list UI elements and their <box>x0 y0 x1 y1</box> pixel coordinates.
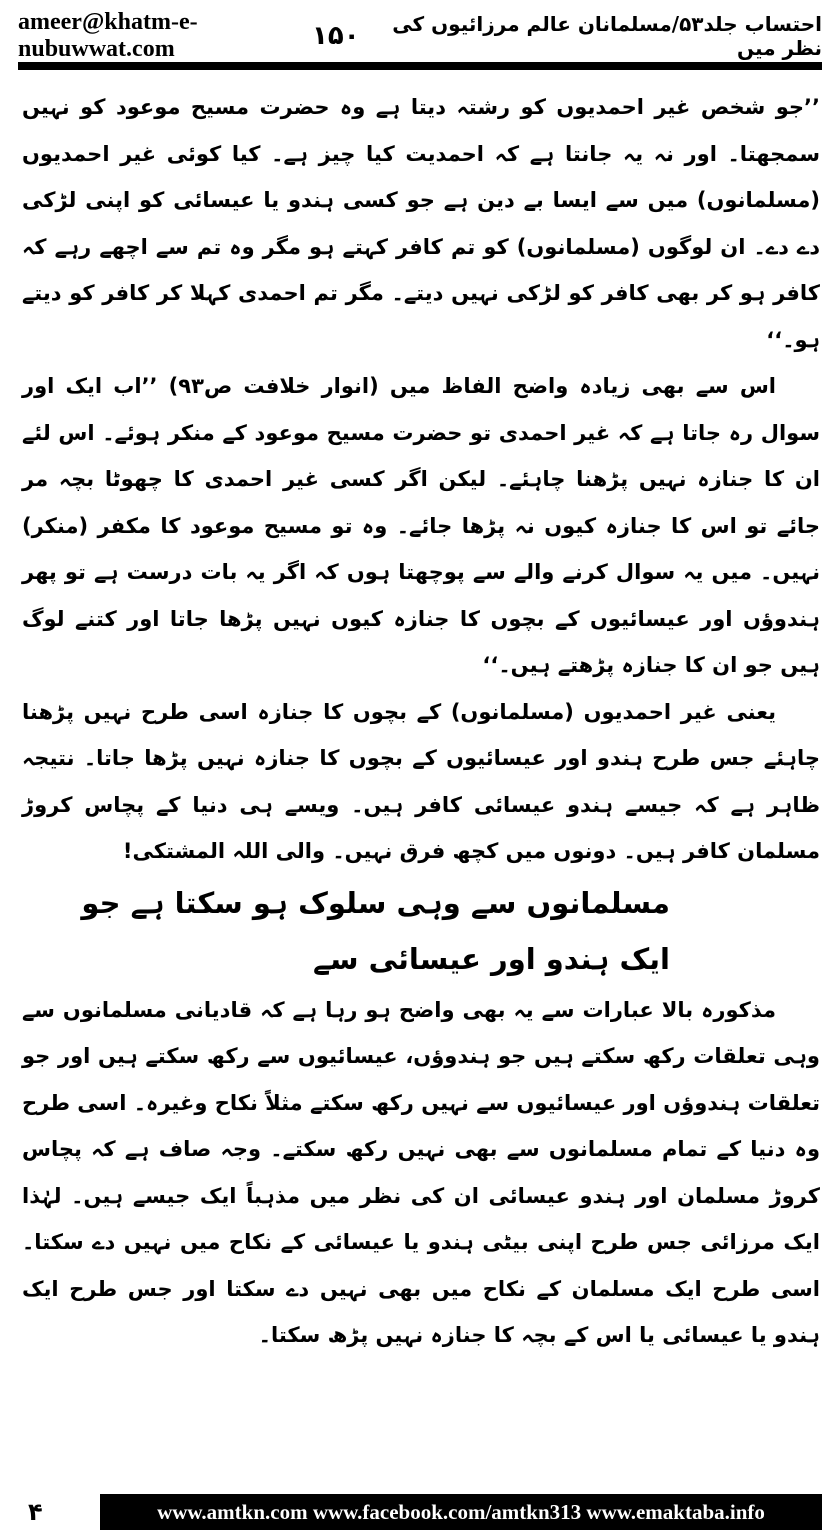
page-content <box>22 84 820 1359</box>
paragraph-quote-2: اس سے بھی زیادہ واضح الفاظ میں (انوار خلافت ص۹۳) ’’اب ایک اور سوال رہ جاتا ہے کہ غیر احمدی تو حضرت مسیح موعود کے منکر ہوئے۔ اس لئے ان کا جنازہ نہیں پڑھنا چاہئے۔ لیکن اگر کسی غیر احمدی کا چھوٹا بچہ مر جائے تو اس کا جنازہ کیوں نہ پڑھا جائے۔ وہ تو مسیح موعود کا مکفر (منکر) نہیں۔ میں یہ سوال کرنے والے سے پوچھتا ہوں کہ اگر یہ بات درست ہے تو پھر ہندوؤں اور عیسائیوں کے بچوں کا جنازہ کیوں نہیں پڑھا جاتا اور کتنے لوگ ہیں جو ان کا جنازہ پڑھتے ہیں۔‘‘ <box>22 374 820 677</box>
book-title: احتساب جلد۵۳/مسلمانان عالم مرزائیوں کی نظر میں <box>392 12 822 60</box>
header-rule <box>18 62 822 70</box>
footer-number: ۴ <box>28 1498 43 1526</box>
page-footer <box>18 1492 822 1532</box>
page-number: ۱۵۰ <box>312 21 360 51</box>
paragraph-commentary: یعنی غیر احمدیوں (مسلمانوں) کے بچوں کا جنازہ اسی طرح نہیں پڑھنا چاہئے جس طرح ہندو اور عیسائیوں کے بچوں کا جنازہ نہیں پڑھا جاتا۔ نتیجہ ظاہر ہے کہ جیسے ہندو عیسائی کافر ہیں۔ ویسے ہی دنیا کے پچاس کروڑ مسلمان کافر ہیں۔ دونوں میں کچھ فرق نہیں۔ والی اللہ المشتکی! <box>22 699 820 863</box>
section-heading: مسلمانوں سے وہی سلوک ہو سکتا ہے جو ایک ہندو اور عیسائی سے <box>81 885 670 976</box>
paragraph-quote-1: ’’جو شخص غیر احمدیوں کو رشتہ دیتا ہے وہ حضرت مسیح موعود کو نہیں سمجھتا۔ اور نہ یہ جانتا ہے کہ احمدیت کیا چیز ہے۔ کیا کوئی غیر احمدیوں (مسلمانوں) میں سے ایسا بے دین ہے جو کسی ہندو یا عیسائی کو اپنی لڑکی دے دے۔ ان لوگوں (مسلمانوں) کو تم کافر کہتے ہو مگر وہ تم سے اچھے رہے کہ کافر ہو کر بھی کافر کو لڑکی نہیں دیتے۔ مگر تم احمدی کہلا کر کافر کو دیتے ہو۔‘‘ <box>22 95 820 352</box>
header-email: ameer@khatm-e-nubuwwat.com <box>18 9 198 62</box>
footer-links: www.amtkn.com www.facebook.com/amtkn313 www.emaktaba.info <box>100 1494 822 1530</box>
page-header <box>18 9 822 62</box>
header-title-group <box>312 12 822 60</box>
paragraph-closing: مذکورہ بالا عبارات سے یہ بھی واضح ہو رہا ہے کہ قادیانی مسلمانوں سے وہی تعلقات رکھ سکتے ہیں جو ہندوؤں، عیسائیوں سے رکھ سکتے ہیں اور جو تعلقات ہندوؤں اور عیسائیوں سے نہیں رکھ سکتے مثلاً نکاح وغیرہ۔ اسی طرح وہ دنیا کے تمام مسلمانوں سے بھی نہیں رکھ سکتے۔ وجہ صاف ہے کہ پچاس کروڑ مسلمان اور ہندو عیسائی ان کی نظر میں مذہباً ایک جیسے ہیں۔ لہٰذا ایک مرزائی جس طرح اپنی بیٹی ہندو یا عیسائی کے نکاح میں نہیں دے سکتا۔ اسی طرح ایک مسلمان کے نکاح میں بھی نہیں دے سکتا اور جس طرح ایک ہندو یا عیسائی یا اس کے بچہ کا جنازہ نہیں پڑھ سکتا۔ <box>22 997 820 1347</box>
